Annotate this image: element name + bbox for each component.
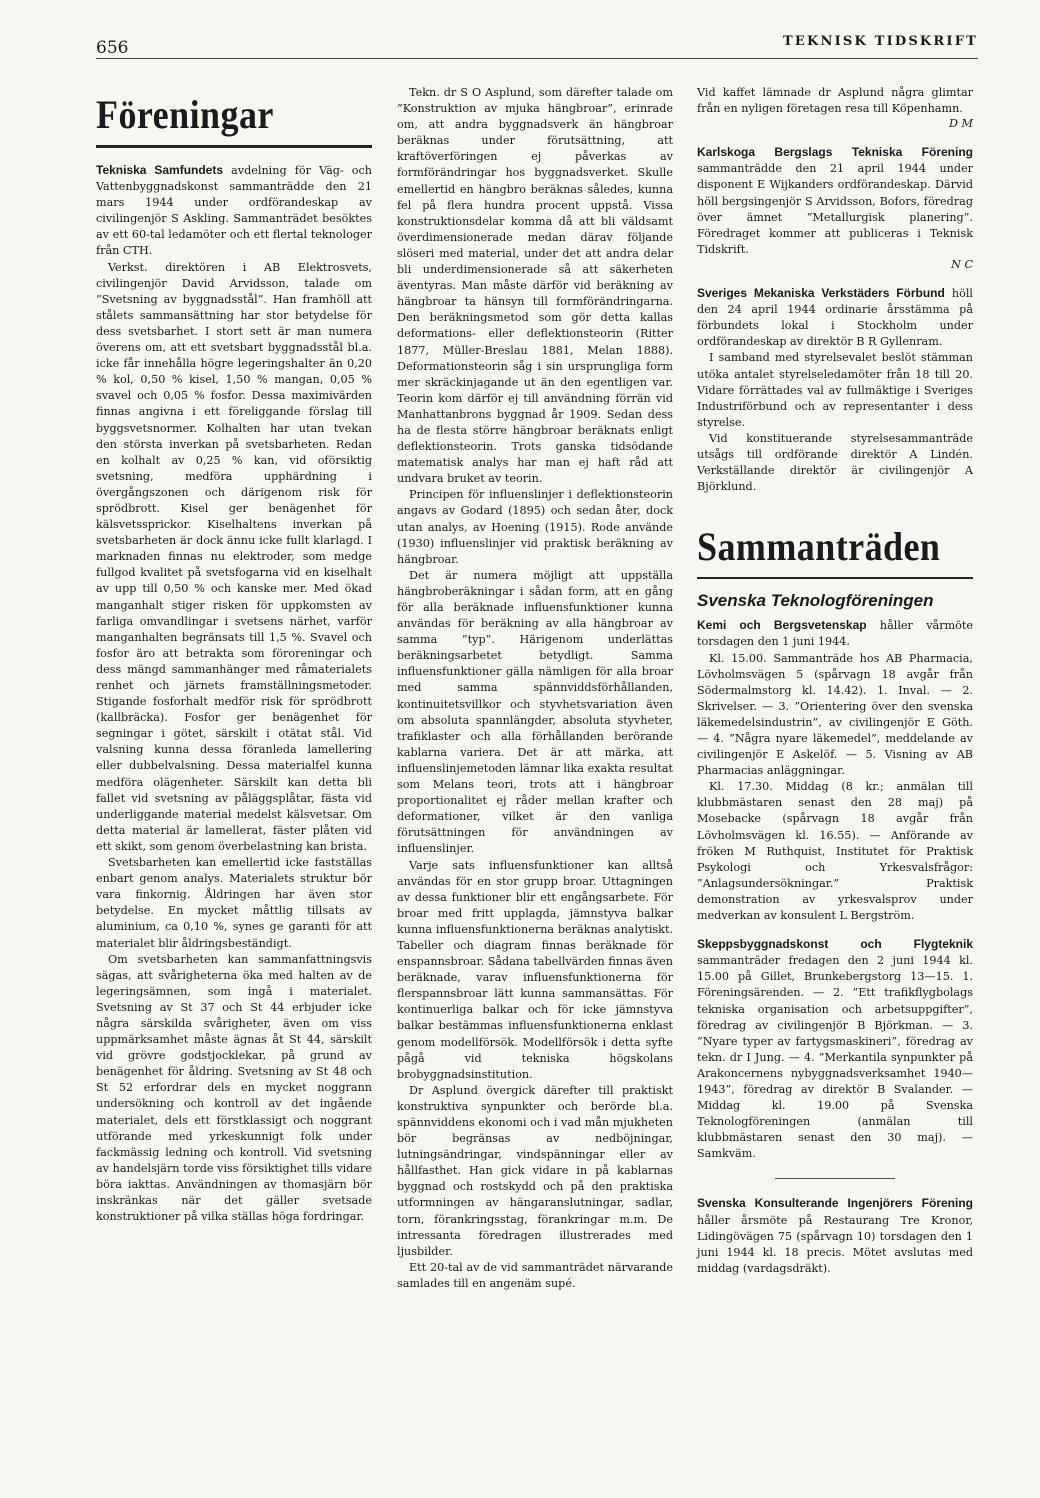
paragraph: Ett 20-tal av de vid sammanträdet närvarande samlades till en angenäm supé. [397,1260,673,1290]
header-rule [96,58,978,59]
journal-title: TEKNISK TIDSKRIFT [783,34,978,49]
paragraph: Kl. 17.30. Middag (8 kr.; anmälan till klubbmästaren senast den 28 maj) på Mosebacke (spårvagn 18 avgår från Lövholmsvägen kl. 16.55). — Anförande av fröken M Ruthquist, Institutet för Praktisk Psykologi och Yrkesvalsfrågor: ”Anlagsundersökningar.” Praktisk demonstration av yrkesvalsprov under medverkan av konsulent L Bergström. [697,780,973,923]
paragraph: höll den 24 april 1944 ordinarie årsstämma på förbundets lokal i Stockholm under ordförandeskap av direktör B R Gyllenram. [697,287,973,349]
article-karlskoga [697,144,973,273]
article-konsulterande [697,1195,973,1276]
page-number: 656 [96,38,129,58]
paragraph: avdelning för Väg- och Vattenbyggnadskonst sammanträdde den 21 mars 1944 under ordförandeskap av civilingenjör S Askling. Sammanträdet besöktes av ett 60-tal ledamöter och ett flertal teknologer från CTH. [96,164,372,258]
paragraph: Varje sats influensfunktioner kan alltså användas för en stor grupp broar. Uttagningen av dessa funktioner blir ett engångsarbete. För broar med fritt upplagda, jämnstyva balkar kunna influensfunktionerna beräknas analytiskt. Tabeller och diagram finnas beräknade för enspannsbroar. Sådana tabellvärden finnas även beräknade, varav influensfunktionerna för flerspannsbroar lätt kunna sammansättas. För kontinuerliga balkar och för icke jämnstyva balkar bestämmas influensfunktionerna enklast genom modellförsök. Modellförsök i detta syfte pågå vid tekniska högskolans brobyggnadsinstitution. [397,858,673,1081]
signature: N C [951,257,973,271]
paragraph: Kl. 15.00. Sammanträde hos AB Pharmacia, Lövholmsvägen 5 (spårvagn 18 avgår från Södermalmstorg kl. 14.42). 1. Inval. — 2. Skrivelser. — 3. ”Orientering över den svenska läkemedelsindustrin”, av civilingenjör E Göth. — 4. ”Några nyare läkemedel”, meddelande av civilingenjör E Askelöf. — 5. Visning av AB Pharmacias anläggningar. [697,651,973,778]
paragraph: Om svetsbarheten kan sammanfattningsvis sägas, att svårigheterna öka med halten av de legeringsämnen, som ingå i materialet. Svetsning av St 37 och St 44 erbjuder icke några särskilda svårigheter, även om viss uppmärksamhet måste ägnas åt St 44, särskilt vid grövre godstjocklekar, på grund av benägenhet för åldring. Svetsning av St 48 och St 52 erfordrar dels en mycket noggrann undersökning och kontroll av det ingående materialet, dels ett förstklassigt och noggrant utförande med yrkeskunnigt folk under fackmässig ledning och kontroll. Vid svetsning av handelsjärn torde viss försiktighet tills vidare böra iakttas. Användningen av thomasjärn bör inskränkas när det gäller svetsade konstruktioner på vilka ställas höga fordringar. [96,952,372,1224]
org-name: Kemi och Bergsvetenskap [697,618,867,633]
org-name: Svenska Konsulterande Ingenjörers Förening [697,1196,973,1211]
paragraph: håller årsmöte på Restaurang Tre Kronor, Lidingövägen 75 (spårvagn 10) torsdagen den 1 juni 1944 kl. 18 precis. Mötet avslutas med middag (vardagsdräkt). [697,1213,973,1275]
heading-rule [697,577,973,579]
org-name: Karlskoga Bergslags Tekniska Förening [697,145,973,160]
paragraph: Principen för influenslinjer i deflektionsteorin angavs av Godard (1895) och sedan åter, dock utan analys, av Hoening (1915). Rode använde (1930) influenslinjer vid praktisk beräkning av hängbroar. [397,488,673,566]
article-skeppsbyggnad [697,936,973,1162]
article-sveriges-mekaniska [697,285,973,495]
paragraph: Dr Asplund övergick därefter till praktiskt konstruktiva synpunkter och berörde bl.a. spännviddens ekonomi och i vad mån mjukheten bör begränsas av nedböjningar, lutningsändringar, vindspänningar eller av hållfasthet. Han gick vidare in på kablarnas byggnad och rostskydd och på den praktiska utformningen av hängaranslutningar, sadlar, torn, förankringsstag, förankringar m.m. De intressanta föredragen illustrerades med ljusbilder. [397,1083,674,1258]
paragraph: håller vårmöte torsdagen den 1 juni 1944. [697,619,973,649]
paragraph: sammanträder fredagen den 2 juni 1944 kl. 15.00 på Gillet, Brunkebergstorg 13—15. 1. Föreningsärenden. — 2. ”Ett trafikflygbolags tekniska organisation och arbetsuppgifter”, föredrag av civilingenjör B Björkman. — 3. ”Nyare typer av fartygsmaskineri”, föredrag av tekn. dr I Jung. — 4. ”Merkantila synpunkter på Arakoncernens nybyggnadsverksamhet 1940—1943”, föredrag av direktör B Svalander. — Middag kl. 19.00 på Svenska Teknologföreningen (anmälan till klubbmästaren senast den 30 maj). — Samkväm. [697,954,973,1161]
paragraph: Det är numera möjligt att uppställa hängbroberäkningar i sådan form, att en gång för alla beräknade influensfunktioner kunna användas för beräkning av alla hängbroar av samma ”typ”. Härigenom underlättas beräkningsarbetet betydligt. Samma influensfunktioner gälla nämligen för alla broar med samma spännviddsförhållanden, kontinuitetsvillkor och styvhetsvariation även om absoluta spannlängder, absoluta styvheter, trafiklaster och alla förhållanden berörande kablarna variera. Det är att märka, att influenslinjemetoden lämnar lika exakta resultat som Melans teori, trots att i hängbroar proportionalitet ej råder mellan krafter och deformationer, vilket är den vanliga förutsättningen för användningen av influenslinjer. [397,568,673,856]
heading-rule [96,145,372,148]
column-2 [397,85,673,1292]
paragraph: Tekn. dr S O Asplund, som därefter talade om ”Konstruktion av mjuka hängbroar”, erinrade om, att andra byggnadsverk än hängbroar beräknas under förutsättning, att kraftöverföringen ej påverkas av formförändringar hos byggnadsverket. Skulle emellertid en hängbro beräknas således, kunna fel på flera hundra procent uppstå. Vissa konstruktionsdelar komma då att bli väldsamt överdimensionerade medan därav följande slöseri med material, under det att andra delar bli underdimensionerade så att säkerheten äventyras. Man måste därför vid beräkning av hängbroar ta hänsyn till formförändringarna. Den beräkningsmetod som gör detta kallas deformations- eller deflektionsteorin (Ritter 1877, Müller-Breslau 1881, Melan 1888). Deformationsteorin såg i sin ursprungliga form mer skräckinjagande ut än den egentligen var. Teorin kom därför ej till användning förrän vid Manhattanbrons byggnad år 1909. Sedan dess ha de flesta större hängbroar beräknats enligt deflektionsteorin. Trots ganska tidsödande matematisk analys har man ej haft råd att undvara bruket av teorin. [397,86,673,486]
divider [775,1178,895,1179]
article-tekniska-samfundets [96,162,372,260]
column-1 [96,85,372,1225]
column-3 [697,85,973,1277]
section-heading-foreningar: Föreningar [96,92,274,137]
org-name: Skeppsbyggnadskonst och Flygteknik [697,937,973,952]
org-name: Tekniska Samfundets [96,163,224,177]
paragraph: sammanträdde den 21 april 1944 under disponent E Wijkanders ordförandeskap. Därvid höll bergsingenjör S Arvidsson, Bofors, föredrag över ämnet ”Metallurgisk planering”. Föredraget kommer att publiceras i Teknisk Tidskrift. [697,162,973,256]
paragraph: Vid konstituerande styrelsesammanträde utsågs till ordförande direktör A Lindén. Verkställande direktör är civilingenjör A Björklund. [697,431,973,494]
paragraph: I samband med styrelsevalet beslöt stämman utöka antalet styrelseledamöter från 18 till 20. Vidare förrättades val av fullmäktige i Sveriges Industriförbund och av representanter i dess styrelse. [697,351,973,429]
section-heading-sammantraden: Sammanträden [697,524,941,570]
signature: D M [949,117,973,131]
article-kemi [697,617,973,924]
paragraph: Verkst. direktören i AB Elektrosvets, civilingenjör David Arvidsson, talade om ”Svetsning av byggnadsstål”. Han framhöll att stålets sammansättning har stor betydelse för dess svetsbarhet. I stort sett är man numera överens om, att ett svetsbart byggnadsstål bl.a. icke får innehålla högre legeringshalter än 0,20 % kol, 0,50 % kisel, 1,50 % mangan, 0,05 % svavel och 0,05 % fosfor. Dessa maximivärden finnas angivna i ett föreliggande förslag till byggsvetsnormer. Kolhalten har utan tvekan den största inverkan på svetsbarheten. Redan en kolhalt av 0,25 % kan, vid oförsiktig svetsning, medföra upphärdning i övergångszonen och därigenom risk för sprödbrott. Kisel ger benägenhet för kälsvetssprickor. Kiselhaltens inverkan på svetsbarheten är dock ännu icke fullt klarlagd. I marknaden finnas nu elektroder, som medge fullgod kvalitet på svetsfogarna vid en kiselhalt av upp till 0,50 % och kanske mer. Med ökad manganhalt stiger risken för uppkomsten av farliga omvandlingar i svetsens närhet, varför manganhalten begränsats till 1,5 %. Svavel och fosfor äro att betrakta som föroreningar och dess mängd sammanhänger med råmaterialets renhet och järnets framställningsmetoder. Stigande fosforhalt medför risk för sprödbrott (kallbräcka). Fosfor ger benägenhet för segningar i götet, särskilt i otätat stål. Vid valsning kunna dessa föranleda lamellering eller dubbelvalsning. Dessa materialfel kunna medföra olägenheter. Särskilt kan detta bli fallet vid svetsning av påläggsplåtar, fästa vid underliggande material medelst kälsvetsar. Om detta material är lamellerat, fäster plåten vid ett skikt, som genom överbelastning kan brista. [96,260,372,853]
org-name: Sveriges Mekaniska Verkstäders Förbund [697,286,945,301]
sub-heading-teknologforeningen: Svenska Teknologföreningen [697,591,934,611]
paragraph: Vid kaffet lämnade dr Asplund några glimtar från en nyligen företagen resa till Köpenhamn. [697,86,973,116]
paragraph: Svetsbarheten kan emellertid icke fastställas enbart genom analys. Materialets struktur bör vara finkornig. Åldringen har även stor betydelse. En mycket måttlig tillsats av aluminium, ca 0,10 %, synes ge garanti för att materialet blir åldringsbeständigt. [96,856,372,950]
